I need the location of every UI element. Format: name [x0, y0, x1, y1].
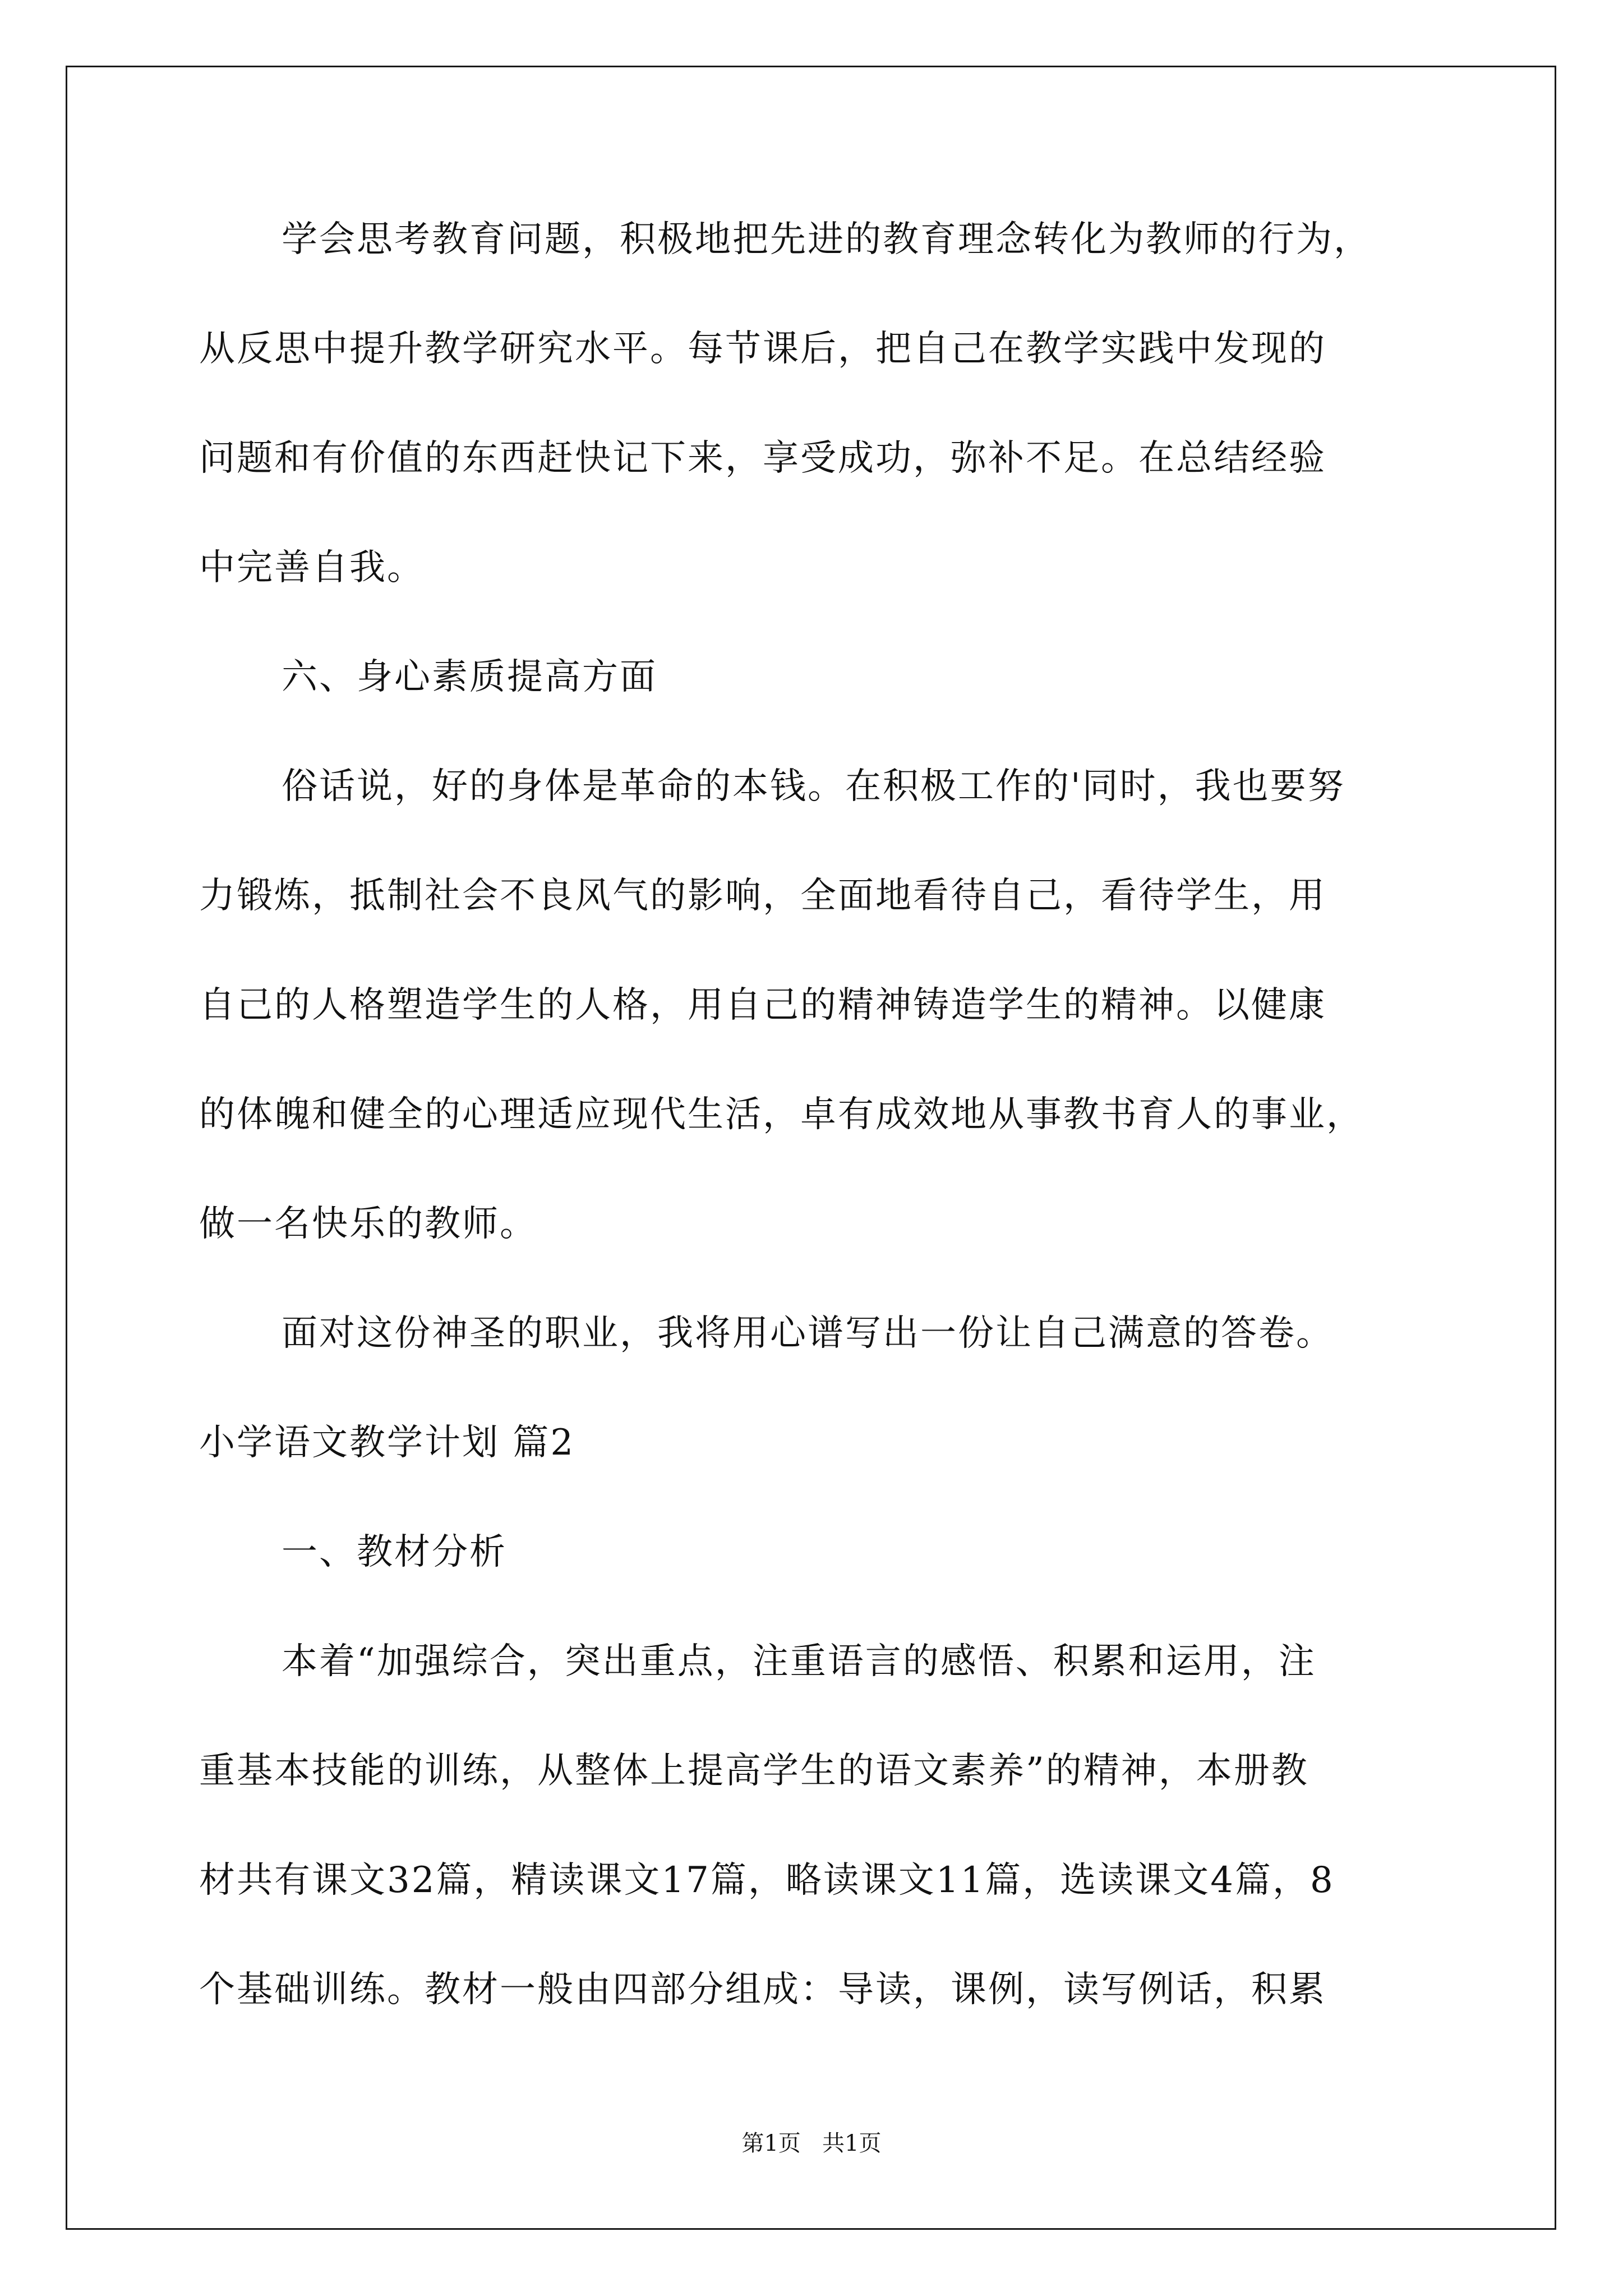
page-footer: 第1页 共1页	[741, 2131, 882, 2156]
text-line: 材共有课文32篇，精读课文17篇，略读课文11篇，选读课文4篇，8	[199, 1860, 1335, 1901]
text-line: 做一名快乐的教师。	[199, 1203, 537, 1245]
text-line: 自己的人格塑造学生的人格，用自己的精神铸造学生的精神。以健康	[199, 984, 1326, 1026]
section-heading: 一、教材分析	[282, 1531, 507, 1573]
text-line: 重基本技能的训练，从整体上提高学生的语文素养”的精神，本册教	[199, 1750, 1309, 1792]
text-line: 力锻炼，抵制社会不良风气的影响，全面地看待自己，看待学生，用	[199, 875, 1326, 917]
document-title: 小学语文教学计划 篇2	[199, 1422, 575, 1464]
text-line: 俗话说，好的身体是革命的本钱。在积极工作的'同时，我也要努	[282, 766, 1345, 807]
text-line: 学会思考教育问题，积极地把先进的教育理念转化为教师的行为，	[282, 219, 1371, 260]
section-heading: 六、身心素质提高方面	[282, 656, 657, 698]
text-line: 问题和有价值的东西赶快记下来，享受成功，弥补不足。在总结经验	[199, 438, 1326, 479]
text-line: 个基础训练。教材一般由四部分组成：导读，课例，读写例话，积累	[199, 1969, 1326, 2010]
text-line: 从反思中提升教学研究水平。每节课后，把自己在教学实践中发现的	[199, 328, 1326, 370]
page-border	[66, 66, 1556, 2230]
text-line: 本着“加强综合，突出重点，注重语言的感悟、积累和运用，注	[282, 1641, 1316, 1682]
text-line: 的体魄和健全的心理适应现代生活，卓有成效地从事教书育人的事业，	[199, 1094, 1364, 1135]
text-line: 面对这份神圣的职业，我将用心谱写出一份让自己满意的答卷。	[282, 1313, 1334, 1354]
text-line: 中完善自我。	[199, 547, 425, 588]
